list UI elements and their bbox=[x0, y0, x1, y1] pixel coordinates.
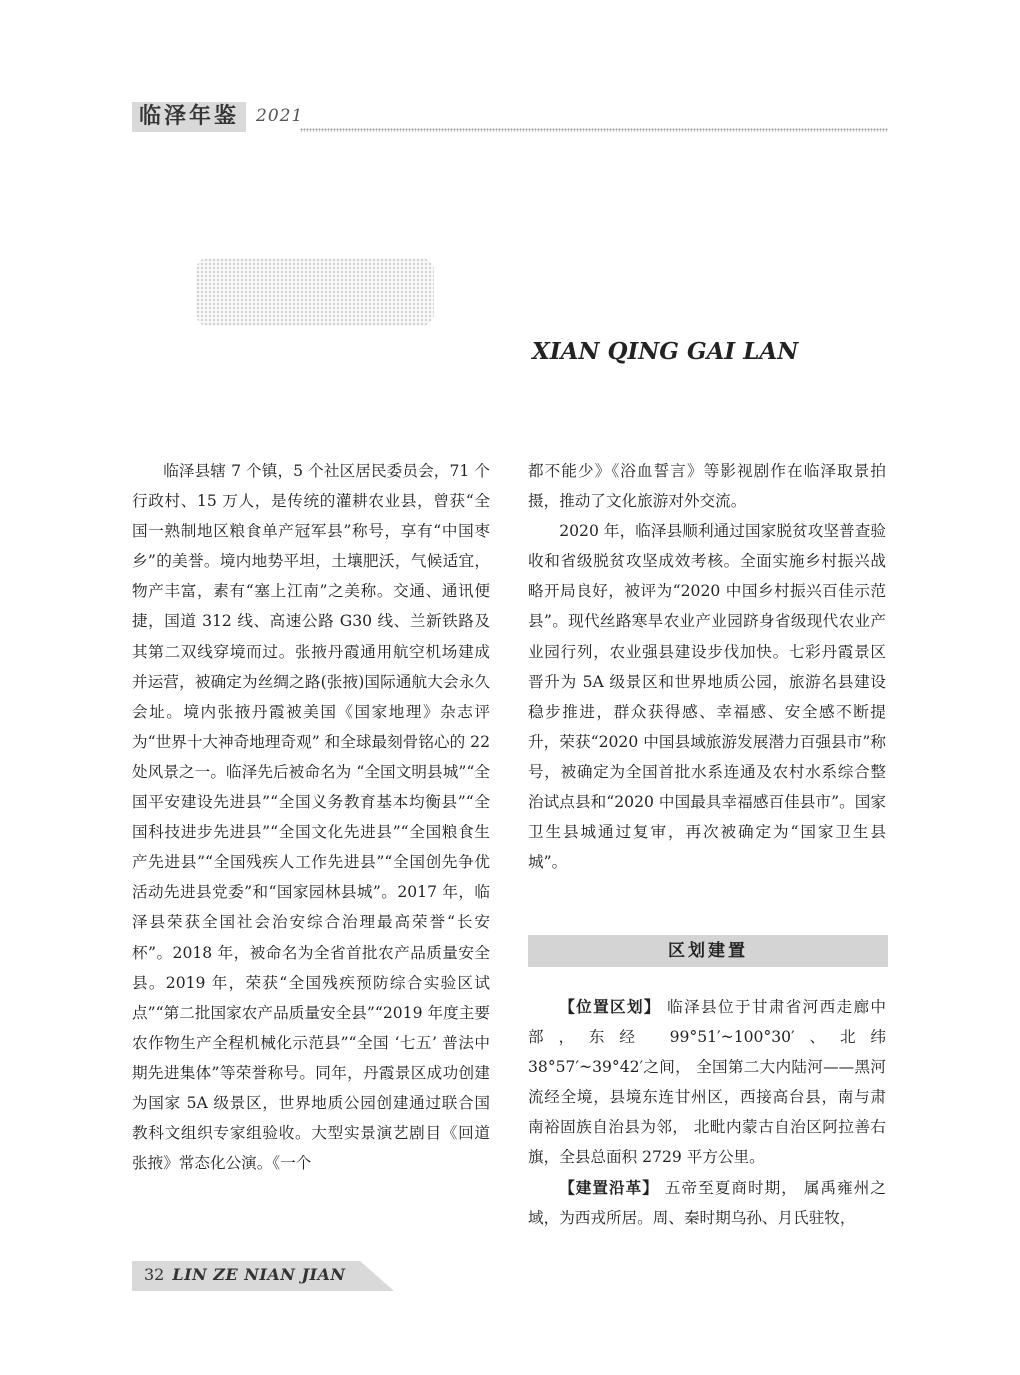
footer-text bbox=[144, 1265, 346, 1284]
entry-location bbox=[528, 992, 886, 1173]
running-header bbox=[132, 100, 888, 134]
entry-tag: 【位置区划】 bbox=[559, 998, 661, 1016]
paragraph: 临泽县辖 7 个镇，5 个社区居民委员会，71 个行政村、15 万人，是传统的灌耕农业县，曾获“全国一熟制地区粮食单产冠军县”称号，享有“中国枣乡”的美誉。境内地势平坦，土壤肥沃，气候适宜，物产丰富，素有“塞上江南”之美称。交通、通讯便捷，国道 312 线、高速公路 G30 线、兰新铁路及其第二双线穿境而过。张掖丹霞通用航空机场建成并运营，被确定为丝绸之路(张掖)国际通航大会永久会址。境内张掖丹霞被美国《国家地理》杂志评为“世界十大神奇地理奇观” 和全球最刻骨铭心的 22 处风景之一。临泽先后被命名为 “全国文明县城”“全国平安建设先进县”“全国义务教育基本均衡县”“全国科技进步先进县”“全国文化先进县”“全国粮食生产先进县”“全国残疾人工作先进县”“全国创先争优活动先进县党委”和“国家园林县城”。2017 年，临泽县荣获全国社会治安综合治理最高荣誉“长安杯”。2018 年，被命名为全省首批农产品质量安全县。2019 年，荣获“全国残疾预防综合实验区试点”“第二批国家农产品质量安全县”“2019 年度主要农作物生产全程机械化示范县”“全国 ‘七五’ 普法中期先进集体”等荣誉称号。同年，丹霞景区成功创建为国家 5A 级景区，世界地质公园创建通过联合国教科文组织专家组验收。大型实景演艺剧目《回道张掖》常态化公演。《一个 bbox=[132, 462, 490, 1173]
subsection-heading: 区划建置 bbox=[528, 935, 888, 967]
paragraph: 2020 年，临泽县顺利通过国家脱贫攻坚普查验收和省级脱贫攻坚成效考核。全面实施乡村振兴战略开局良好，被评为“2020 中国乡村振兴百佳示范县”。现代丝路寒旱农业产业园跻身省级现代农业产业园行列，农业强县建设步伐加快。七彩丹霞景区晋升为 5A 级景区和世界地质公园，旅游名县建设稳步推进，群众获得感、幸福感、安全感不断提升，荣获“2020 中国县域旅游发展潜力百强县市”称号，被确定为全国首批水系连通及农村水系综合整治试点县和“2020 中国最具幸福感百佳县市”。国家卫生县城通过复审，再次被确定为“国家卫生县城”。 bbox=[528, 522, 886, 872]
entry-text: 五帝至夏商时期， 属禹雍州之域，为西戎所居。周、秦时期乌孙、月氏驻牧， bbox=[528, 1178, 886, 1227]
decorative-pattern-box bbox=[196, 258, 434, 326]
entry-tag: 【建置沿革】 bbox=[559, 1178, 659, 1197]
entry-text: 临泽县位于甘肃省河西走廊中部，东经 99°51′~100°30′、北纬 38°57′~39°42′之间， 全国第二大内陆河——黑河流经全境，县境东连甘州区，西接高台县，南与肃南裕固族自治县为邻， 北毗内蒙古自治区阿拉善右旗，全县总面积 2729 平方公里。 bbox=[528, 998, 886, 1167]
section-title: XIAN QING GAI LAN bbox=[532, 338, 799, 365]
running-footer bbox=[132, 1261, 394, 1291]
paragraph-continuation: 都不能少》《浴血誓言》等影视剧作在临泽取景拍摄，推动了文化旅游对外交流。 bbox=[528, 462, 886, 511]
entry-history bbox=[528, 1173, 886, 1233]
header-dotted-rule bbox=[300, 128, 888, 132]
page-number: 32 bbox=[144, 1265, 165, 1284]
left-column bbox=[132, 456, 490, 1178]
yearbook-year: 2021 bbox=[256, 106, 304, 126]
right-column bbox=[528, 456, 886, 877]
yearbook-title: 临泽年鉴 bbox=[132, 102, 246, 132]
footer-title: LIN ZE NIAN JIAN bbox=[172, 1265, 346, 1284]
subsection-body bbox=[528, 992, 886, 1233]
